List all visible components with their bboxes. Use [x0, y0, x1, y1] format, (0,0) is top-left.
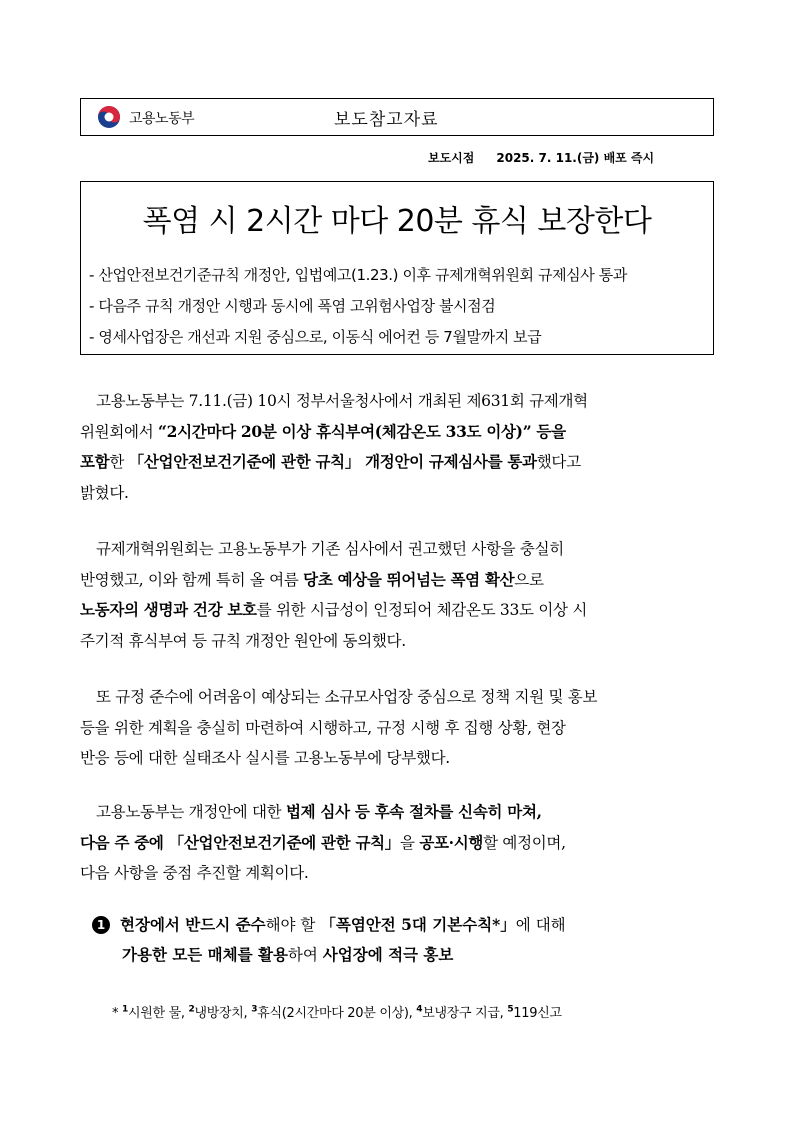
- emphasis-text: 「산업안전보건기준에 관한 규칙」 개정안이 규제심사를 통과: [128, 452, 537, 471]
- text-run: 고용노동부는 개정안에 대한: [96, 803, 286, 821]
- footnote-star: *: [112, 1006, 123, 1021]
- paragraph-line: [80, 682, 716, 713]
- paragraph-line: [80, 743, 716, 774]
- text-run: 반영했고, 이와 함께 특히 올 여름: [80, 570, 304, 589]
- text-run: 고용노동부는 7.11.(금) 10시 정부서울청사에서 개최된 제631회 규제개혁: [96, 392, 588, 410]
- text-run: 을: [400, 833, 420, 852]
- paragraph-line: [80, 447, 716, 478]
- title-box: [80, 181, 714, 355]
- footnote-text: 시원한 물,: [128, 1006, 189, 1021]
- footnote-text: 냉방장치,: [194, 1006, 252, 1021]
- text-run: 하여: [287, 946, 323, 964]
- emphasis-text: “2시간마다 20분 이상 휴식부여(체감온도 33도 이상)” 등을: [158, 421, 566, 441]
- footnote: [112, 1002, 562, 1021]
- text-run: 할 예정이며,: [483, 833, 566, 852]
- emphasis-text: 사업장에 적극 홍보: [322, 945, 454, 964]
- text-run: 밝혔다.: [80, 483, 129, 502]
- emphasis-text: 다음 주 중에 「산업안전보건기준에 관한 규칙」: [80, 832, 400, 852]
- text-run: 반응 등에 대한 실태조사 실시를 고용노동부에 당부했다.: [80, 749, 450, 767]
- emphasis-text: 당초 예상을 뛰어넘는 폭염 확산: [303, 569, 515, 589]
- footnote-text: 119신고: [513, 1006, 562, 1021]
- item-number-badge: 1: [92, 916, 110, 934]
- paragraph-line: [80, 565, 716, 596]
- text-run: 해야 할: [265, 916, 321, 934]
- text-run: 주기적 휴식부여 등 규칙 개정안 원안에 동의했다.: [80, 631, 406, 650]
- item-line: [92, 940, 722, 970]
- text-run: 한: [109, 453, 129, 471]
- footnote-number: 1: [122, 1004, 129, 1015]
- document-type: 보도참고자료: [334, 110, 439, 130]
- body-paragraph: [80, 797, 716, 889]
- text-run: 했다고: [536, 453, 581, 471]
- text-run: 규제개혁위원회는 고용노동부가 기존 심사에서 권고했던 사항을 충실히: [96, 540, 564, 558]
- paragraph-line: [80, 713, 716, 744]
- ministry-name: 고용노동부: [129, 111, 195, 127]
- ministry-logo-icon: [97, 105, 121, 129]
- footnote-number: 2: [188, 1004, 195, 1015]
- subtitle-line: - 산업안전보건기준규칙 개정안, 입법예고(1.23.) 이후 규제개혁위원회 규제심사 통과: [89, 266, 627, 284]
- body-paragraph: [80, 682, 716, 774]
- text-run: 으로: [514, 570, 544, 589]
- emphasis-text: 노동자의 생명과 건강 보호: [80, 600, 257, 619]
- footnote-number: 3: [251, 1004, 258, 1015]
- release-value: 2025. 7. 11.(금) 배포 즉시: [496, 151, 655, 165]
- emphasis-text: 현장에서 반드시 준수: [120, 915, 266, 934]
- subtitle-list: [89, 260, 709, 353]
- emphasis-text: 가용한 모든 매체를 활용: [122, 945, 288, 964]
- paragraph-line: [80, 828, 716, 859]
- text-run: 에 대해: [515, 916, 566, 934]
- text-run: 를 위한 시급성이 인정되어 체감온도 33도 이상 시: [256, 601, 588, 619]
- emphasis-text: 포함: [80, 452, 110, 471]
- paragraph-line: [80, 858, 716, 889]
- paragraph-line: [80, 478, 716, 509]
- footnote-text: 보냉장구 지급,: [422, 1006, 508, 1021]
- paragraph-line: [80, 386, 716, 417]
- emphasis-text: 「폭염안전 5대 기본수칙*」: [320, 915, 516, 934]
- release-info: [428, 149, 654, 166]
- text-run: 등을 위한 계획을 충실히 마련하여 시행하고, 규정 시행 후 집행 상황, 현장: [80, 718, 566, 737]
- text-run: 또 규정 준수에 어려움이 예상되는 소규모사업장 중심으로 정책 지원 및 홍보: [96, 688, 598, 706]
- paragraph-line: [80, 417, 716, 448]
- body-paragraph: [80, 534, 716, 656]
- emphasis-text: 공포·시행: [419, 832, 484, 852]
- subtitle-line: - 다음주 규칙 개정안 시행과 동시에 폭염 고위험사업장 불시점검: [89, 297, 496, 315]
- text-run: 다음 사항을 중점 추진할 계획이다.: [80, 864, 309, 882]
- body-paragraph: [80, 386, 716, 508]
- action-item: [92, 910, 722, 970]
- emphasis-text: 법제 심사 등 후속 절차를 신속히 마쳐,: [285, 802, 542, 821]
- footnote-number: 5: [507, 1004, 514, 1015]
- paragraph-line: [80, 797, 716, 828]
- page-title: 폭염 시 2시간 마다 20분 휴식 보장한다: [142, 204, 652, 239]
- text-run: 위원회에서: [80, 422, 158, 441]
- paragraph-line: [80, 626, 716, 657]
- footnote-number: 4: [416, 1004, 423, 1015]
- paragraph-line: [80, 534, 716, 565]
- item-line: [120, 916, 566, 934]
- release-label: 보도시점: [428, 151, 475, 165]
- paragraph-line: [80, 595, 716, 626]
- footnote-text: 휴식(2시간마다 20분 이상),: [257, 1006, 417, 1021]
- subtitle-line: - 영세사업장은 개선과 지원 중심으로, 이동식 에어컨 등 7월말까지 보급: [89, 328, 542, 346]
- header-box: [80, 98, 714, 136]
